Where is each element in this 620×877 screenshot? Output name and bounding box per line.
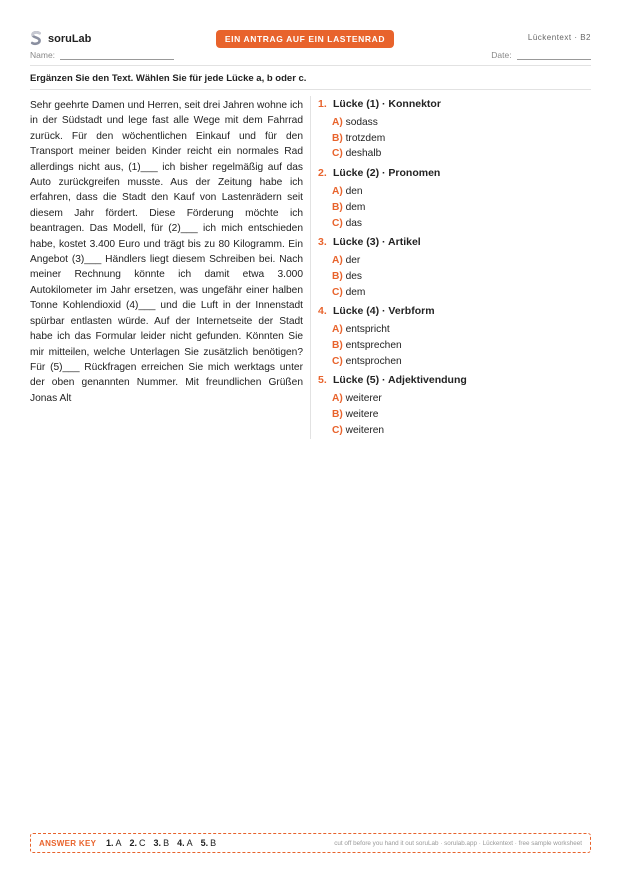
option-letter: B) <box>332 201 343 213</box>
sorulab-logo-icon <box>30 31 42 46</box>
answer-key-item <box>106 838 122 848</box>
option-letter: B) <box>332 409 343 421</box>
answer-option[interactable] <box>318 115 593 131</box>
question-title <box>318 97 593 111</box>
question-label: Lücke (2) · Pronomen <box>333 167 441 180</box>
answer-key-note: cut off before you hand it out soruLab · sorulab.app · Lückentext · free sample worksheet <box>334 840 582 847</box>
question-number: 3. <box>318 236 327 249</box>
answer-key <box>30 833 591 853</box>
answer-key-answer: B <box>210 838 217 848</box>
answer-option[interactable] <box>318 253 593 269</box>
date-line <box>517 59 591 60</box>
worksheet-title: EIN ANTRAG AUF EIN LASTENRAD <box>216 30 394 48</box>
brand-name: soruLab <box>48 32 92 45</box>
question-label: Lücke (1) · Konnektor <box>333 98 441 110</box>
worksheet-level: Lückentext · B2 <box>527 33 591 42</box>
answer-option[interactable] <box>318 146 593 162</box>
option-text: der <box>345 255 361 267</box>
option-letter: B) <box>332 270 343 282</box>
option-text: dem <box>345 201 366 213</box>
option-letter: B) <box>332 132 343 144</box>
question-1 <box>318 97 593 162</box>
question-label: Lücke (4) · Verbform <box>333 305 435 318</box>
answer-option[interactable] <box>318 184 593 200</box>
answer-key-items <box>106 838 224 848</box>
question-4 <box>318 304 593 369</box>
answer-key-number: 4. <box>177 838 185 848</box>
answer-option[interactable] <box>318 285 593 301</box>
brand <box>30 31 91 46</box>
option-letter: A) <box>332 324 343 336</box>
answer-option[interactable] <box>318 131 593 147</box>
option-text: deshalb <box>345 148 382 160</box>
answer-option[interactable] <box>318 407 593 423</box>
answer-option[interactable] <box>318 322 593 338</box>
answer-key-item <box>154 838 170 848</box>
answer-key-item <box>177 838 193 848</box>
name-field[interactable] <box>30 50 174 60</box>
option-text: weiterer <box>345 393 382 405</box>
option-letter: C) <box>332 355 343 367</box>
option-text: des <box>345 270 363 282</box>
option-letter: A) <box>332 393 343 405</box>
option-text: entsprechen <box>345 340 402 352</box>
option-text: den <box>345 186 363 198</box>
option-text: dem <box>345 286 366 298</box>
header-divider <box>30 65 591 66</box>
answer-option[interactable] <box>318 269 593 285</box>
option-text: entsprochen <box>345 355 402 367</box>
name-label: Name: <box>30 50 56 60</box>
answer-key-item <box>201 838 217 848</box>
answer-key-item <box>130 838 146 848</box>
answer-option[interactable] <box>318 391 593 407</box>
answer-key-answer: A <box>115 838 122 848</box>
answer-option[interactable] <box>318 338 593 354</box>
question-3 <box>318 235 593 300</box>
option-letter: C) <box>332 148 343 160</box>
answer-key-answer: B <box>163 838 170 848</box>
question-number: 5. <box>318 374 327 387</box>
question-2 <box>318 166 593 231</box>
question-title <box>318 166 593 180</box>
answer-option[interactable] <box>318 216 593 232</box>
question-label: Lücke (3) · Artikel <box>333 236 421 249</box>
answer-option[interactable] <box>318 354 593 370</box>
answer-option[interactable] <box>318 200 593 216</box>
instruction-divider <box>30 89 591 90</box>
question-list <box>318 97 593 443</box>
option-letter: A) <box>332 117 343 128</box>
option-text: entspricht <box>345 324 390 336</box>
answer-option[interactable] <box>318 423 593 439</box>
instruction: Ergänzen Sie den Text. Wählen Sie für jede Lücke a, b oder c. <box>30 73 307 84</box>
date-field[interactable] <box>491 50 591 60</box>
answer-key-number: 5. <box>200 838 209 848</box>
question-title <box>318 235 593 249</box>
answer-key-answer: C <box>139 838 146 848</box>
answer-key-number: 1. <box>106 838 114 848</box>
option-text: das <box>345 217 363 229</box>
option-letter: A) <box>332 186 343 198</box>
header <box>30 30 591 48</box>
question-number: 1. <box>318 98 327 110</box>
date-label: Date: <box>491 50 512 60</box>
option-letter: C) <box>332 286 343 298</box>
name-line <box>60 59 174 60</box>
column-divider <box>310 96 311 439</box>
question-title <box>318 304 593 318</box>
option-letter: B) <box>332 340 343 352</box>
answer-key-number: 3. <box>153 838 162 848</box>
option-letter: C) <box>332 424 343 436</box>
option-text: weitere <box>345 409 379 421</box>
passage-text: Sehr geehrte Damen und Herren, seit drei Jahren wohne ich in der Südstadt und lege fast alle Wege mit dem Fahrrad zurück. Für den wöchentlichen Einkauf und für den Transport meiner beiden Kinder reicht ein normales Rad allerdings nicht aus, (1)___ ich bisher regelmäßig auf das Auto zurückgreifen musste. Aus der Zeitung habe ich erfahren, dass die Stadt den Kauf von Lastenrädern seit diesem Jahr fördert. Diese Förderung möchte ich beantragen. Das Modell, für (2)___ ich mich entschieden habe, kostet 3.400 Euro und trägt bis zu 80 Kilogramm. Ein Angebot (3)___ Händlers liegt diesem Schreiben bei. Nach meiner Rechnung könnte ich damit etwa 3.000 Autokilometer im Jahr ersetzen, was ungefähr einer halben Tonne Kohlendioxid (4)___ und die Luft in der Innenstadt spürbar entlasten würde. Auf der Internetseite der Stadt habe ich das Formular leider nicht gefunden. Könnten Sie mir mitteilen, welche Unterlagen Sie zusätzlich benötigen? Für (5)___ Rückfragen erreichen Sie mich werktags unter der oben genannten Nummer. Mit freundlichen Grüßen Jonas Alt <box>30 100 303 404</box>
answer-key-label: ANSWER KEY <box>39 839 97 848</box>
answer-key-answer: A <box>186 838 193 848</box>
option-letter: C) <box>332 217 343 229</box>
question-title <box>318 373 593 387</box>
option-text: sodass <box>345 117 378 128</box>
option-text: weiteren <box>345 424 385 436</box>
question-label: Lücke (5) · Adjektivendung <box>333 374 467 387</box>
question-5 <box>318 373 593 438</box>
question-number: 2. <box>318 167 327 180</box>
question-number: 4. <box>318 305 327 318</box>
option-letter: A) <box>332 255 343 267</box>
option-text: trotzdem <box>345 132 386 144</box>
answer-key-number: 2. <box>129 838 138 848</box>
